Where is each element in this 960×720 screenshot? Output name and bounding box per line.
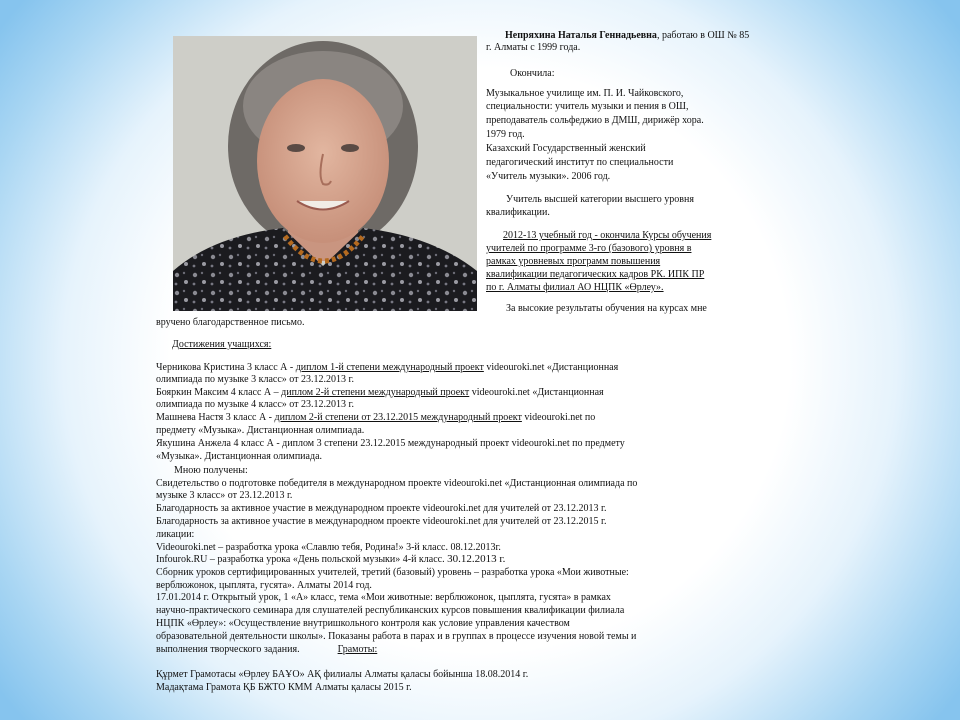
category-line-1: Учитель высшей категории высшего уровня <box>506 194 694 205</box>
received-line-3: Благодарность за активное участие в международном проекте videouroki.net для учителей от 23.12.2013 г. <box>156 503 607 514</box>
education-line-3: преподаватель сольфеджио в ДМШ, дирижёр хора. <box>486 115 704 126</box>
received-heading: Мною получены: <box>174 465 248 476</box>
achievement-line-6: предмету «Музыка». Дистанционная олимпиада. <box>156 425 365 436</box>
achievement-line-7: Якушина Анжела 4 класс А - диплом 3 степени 23.12.2015 международный проект videouroki.net по предмету <box>156 438 625 449</box>
diploma-line-2: Мадақтама Грамота ҚБ БЖТО КММ Алматы қаласы 2015 г. <box>156 682 412 693</box>
courses-line-5: по г. Алматы филиал АО НЦПК «Өрлеу». <box>486 282 664 293</box>
diplomas-heading: Грамоты: <box>337 644 378 655</box>
education-line-6: педагогический институт по специальности <box>486 157 674 168</box>
received-line-10: 17.01.2014 г. Открытый урок, 1 «А» класс, тема «Мои животные: верблюжонок, цыплята, гусята» в рамках <box>156 592 611 603</box>
received-line-1: Свидетельство о подготовке победителя в международном проекте videouroki.net «Дистанционная олимпиада по <box>156 478 638 489</box>
received-line-11: научно-практического семинара для слушателей республиканских курсов повышения квалификации филиала <box>156 605 625 616</box>
teacher-name: Непряхина Наталья Геннадьевна <box>505 30 657 41</box>
courses-line-2: учителей по программе 3-го (базового) уровня в <box>486 243 692 254</box>
received-line-9: верблюжонок, цыплята, гусята». Алматы 2014 год. <box>156 580 372 591</box>
received-line-7: Infourok.RU – разработка урока «День польской музыки» 4-й класс. 30.12.2013 г. <box>156 553 506 565</box>
achievement-line-2: олимпиада по музыке 3 класс» от 23.12.2013 г. <box>156 374 354 385</box>
achievements-heading: Достижения учащихся: <box>172 339 272 350</box>
achievement-line-4: олимпиада по музыке 4 класс» от 23.12.2013 г. <box>156 399 354 410</box>
achievement-line-5: Машнева Настя 3 класс А - диплом 2-й степени от 23.12.2015 международный проект videouroki.net по <box>156 412 596 423</box>
received-line-5: ликации: <box>156 529 195 540</box>
received-line-12: НЦПК «Өрлеу»: «Осуществление внутришкольного контроля как условие управления качеством <box>156 618 570 629</box>
education-line-5: Казахский Государственный женский <box>486 143 646 154</box>
received-line-6: Videouroki.net – разработка урока «Славлю тебя, Родина!» 3-й класс. 08.12.2013г. <box>156 542 501 553</box>
education-line-4: 1979 год. <box>486 129 525 140</box>
education-line-2: специальности: учитель музыки и пения в ОШ, <box>486 101 689 112</box>
received-line-13: образовательной деятельности школы». Показаны работа в парах и в группах в процессе изучения новой темы и <box>156 631 637 642</box>
thanks-line-2: вручено благодарственное письмо. <box>156 317 305 328</box>
graduated-heading: Окончила: <box>510 68 555 79</box>
bio-intro: Непряхина Наталья Геннадьевна, работаю в ОШ № 85 г. Алматы с 1999 года. <box>486 30 750 53</box>
thanks-line-1: За высокие результаты обучения на курсах мне <box>506 303 707 314</box>
courses-line-4: квалификации педагогических кадров РК. ИПК ПР <box>486 269 705 280</box>
courses-line-3: рамках уровневых программ повышения <box>486 256 661 267</box>
videouroki-link[interactable]: Videouroki.net <box>156 542 216 553</box>
infourok-link[interactable]: Infourok.RU <box>156 554 208 565</box>
education-line-7: «Учитель музыки». 2006 год. <box>486 171 611 182</box>
category-line-2: квалификации. <box>486 207 550 218</box>
received-line-14: выполнения творческого задания. Грамоты: <box>156 644 378 655</box>
courses-line-1: 2012-13 учебный год - окончила Курсы обучения <box>503 230 712 241</box>
education-line-1: Музыкальное училище им. П. И. Чайковского, <box>486 88 684 99</box>
diploma-line-1: Құрмет Грамотасы «Өрлеу БАҰО» АҚ филиалы Алматы қаласы бойынша 18.08.2014 г. <box>156 669 529 680</box>
achievement-line-1: Черникова Кристина 3 класс А - диплом 1-й степени международный проект videouroki.net «Дистанционная <box>156 362 619 373</box>
achievement-line-8: «Музыка». Дистанционная олимпиада. <box>156 451 323 462</box>
achievement-line-3: Бояркин Максим 4 класс А – диплом 2-й степени международный проект videouroki.net «Дистанционная <box>156 387 604 398</box>
received-line-8: Сборник уроков сертифицированных учителей, третий (базовый) уровень – разработка урока «Мои животные: <box>156 567 629 578</box>
portrait-photo <box>173 36 477 311</box>
received-line-4: Благодарность за активное участие в международном проекте videouroki.net для учителей от 23.12.2015 г. <box>156 516 607 527</box>
received-line-2: музыке 3 класс» от 23.12.2013 г. <box>156 490 293 501</box>
